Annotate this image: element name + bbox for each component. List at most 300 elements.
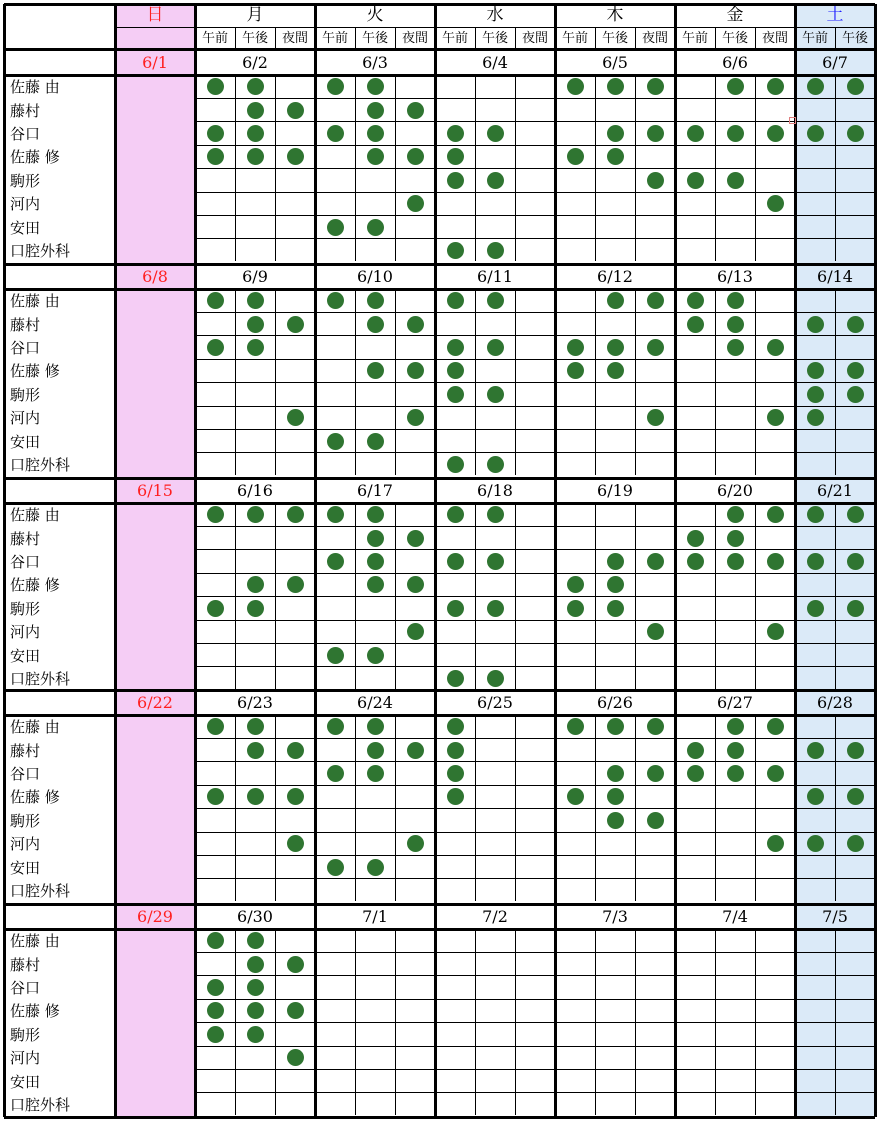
grid-line — [595, 75, 596, 261]
grid-line — [195, 878, 875, 879]
doctor-name: 駒形 — [10, 171, 41, 190]
doctor-name: 藤村 — [10, 315, 41, 334]
on-duty-dot — [767, 195, 784, 212]
on-duty-dot — [687, 316, 704, 333]
on-duty-dot — [487, 506, 504, 523]
on-duty-dot — [847, 506, 864, 523]
on-duty-dot — [247, 956, 264, 973]
grid-line — [515, 929, 516, 1115]
grid-line — [195, 312, 875, 313]
on-duty-dot — [487, 456, 504, 473]
on-duty-dot — [807, 788, 824, 805]
grid-line — [3, 4, 6, 1117]
on-duty-dot — [367, 765, 384, 782]
on-duty-dot — [647, 78, 664, 95]
grid-line — [874, 4, 877, 1117]
on-duty-dot — [607, 718, 624, 735]
doctor-name: 河内 — [10, 409, 41, 428]
on-duty-dot — [647, 765, 664, 782]
date-label: 6/12 — [597, 266, 633, 286]
grid-line — [195, 452, 875, 453]
grid-line — [114, 4, 117, 1117]
on-duty-dot — [647, 125, 664, 142]
on-duty-dot — [647, 718, 664, 735]
on-duty-dot — [727, 742, 744, 759]
doctor-name: 河内 — [10, 1049, 41, 1068]
grid-line — [635, 289, 636, 475]
doctor-name: 谷口 — [10, 124, 41, 143]
grid-line — [4, 3, 875, 6]
day-of-week-5: 金 — [726, 5, 744, 25]
doctor-name: 佐藤 由 — [10, 506, 60, 525]
grid-line — [475, 715, 476, 901]
on-duty-dot — [447, 242, 464, 259]
doctor-name: 佐藤 修 — [10, 576, 60, 595]
on-duty-dot — [367, 102, 384, 119]
on-duty-dot — [687, 530, 704, 547]
doctor-name: 佐藤 修 — [10, 788, 60, 807]
on-duty-dot — [367, 316, 384, 333]
grid-line — [635, 715, 636, 901]
grid-line — [195, 121, 875, 122]
on-duty-dot — [247, 506, 264, 523]
on-duty-dot — [607, 765, 624, 782]
grid-line — [635, 75, 636, 261]
grid-line — [395, 929, 396, 1115]
day-of-week-6: 土 — [826, 5, 844, 25]
on-duty-dot — [727, 718, 744, 735]
grid-line — [755, 503, 756, 689]
on-duty-dot — [447, 765, 464, 782]
doctor-name: 佐藤 由 — [10, 292, 60, 311]
on-duty-dot — [327, 859, 344, 876]
on-duty-dot — [447, 788, 464, 805]
slot-label: 夜間 — [521, 30, 548, 46]
on-duty-dot — [847, 386, 864, 403]
grid-line — [355, 715, 356, 901]
grid-line — [4, 263, 875, 266]
on-duty-dot — [727, 125, 744, 142]
on-duty-dot — [247, 339, 264, 356]
grid-line — [355, 929, 356, 1115]
grid-line — [595, 929, 596, 1115]
grid-line — [235, 289, 236, 475]
grid-line — [195, 1092, 875, 1093]
date-label: 6/23 — [237, 692, 273, 712]
on-duty-dot — [327, 718, 344, 735]
grid-line — [715, 27, 716, 49]
on-duty-dot — [767, 553, 784, 570]
on-duty-dot — [247, 78, 264, 95]
grid-line — [195, 808, 875, 809]
on-duty-dot — [487, 553, 504, 570]
on-duty-dot — [807, 125, 824, 142]
grid-line — [195, 526, 875, 527]
on-duty-dot — [327, 553, 344, 570]
on-duty-dot — [207, 718, 224, 735]
grid-line — [195, 596, 875, 597]
on-duty-dot — [407, 316, 424, 333]
grid-line — [4, 502, 875, 505]
doctor-name: 安田 — [10, 432, 41, 451]
grid-line — [195, 785, 875, 786]
grid-line — [195, 145, 875, 146]
date-label: 6/22 — [137, 692, 173, 712]
on-duty-dot — [847, 835, 864, 852]
on-duty-dot — [247, 788, 264, 805]
grid-line — [4, 74, 875, 77]
on-duty-dot — [287, 1002, 304, 1019]
on-duty-dot — [367, 362, 384, 379]
on-duty-dot — [367, 219, 384, 236]
grid-line — [195, 98, 875, 99]
date-label: 6/27 — [717, 692, 753, 712]
date-label: 6/15 — [137, 480, 173, 500]
on-duty-dot — [207, 125, 224, 142]
grid-line — [4, 288, 875, 291]
on-duty-dot — [647, 172, 664, 189]
grid-line — [235, 503, 236, 689]
slot-label: 午前 — [561, 30, 588, 46]
grid-line — [355, 75, 356, 261]
grid-line — [755, 75, 756, 261]
doctor-name: 藤村 — [10, 529, 41, 548]
on-duty-dot — [607, 292, 624, 309]
grid-line — [635, 27, 636, 49]
grid-line — [195, 429, 875, 430]
on-duty-dot — [767, 506, 784, 523]
grid-line — [195, 406, 875, 407]
on-duty-dot — [767, 835, 784, 852]
on-duty-dot — [847, 125, 864, 142]
grid-line — [755, 715, 756, 901]
on-duty-dot — [727, 172, 744, 189]
doctor-name: 佐藤 由 — [10, 718, 60, 737]
on-duty-dot — [567, 78, 584, 95]
on-duty-dot — [687, 765, 704, 782]
grid-line — [195, 1069, 875, 1070]
on-duty-dot — [647, 409, 664, 426]
on-duty-dot — [647, 812, 664, 829]
on-duty-dot — [847, 600, 864, 617]
on-duty-dot — [687, 125, 704, 142]
grid-line — [195, 620, 875, 621]
on-duty-dot — [767, 78, 784, 95]
grid-line — [235, 929, 236, 1115]
date-label: 6/6 — [722, 52, 748, 72]
on-duty-dot — [647, 553, 664, 570]
on-duty-dot — [247, 292, 264, 309]
doctor-name: 駒形 — [10, 599, 41, 618]
grid-line — [715, 929, 716, 1115]
on-duty-dot — [367, 125, 384, 142]
on-duty-dot — [287, 102, 304, 119]
on-duty-dot — [447, 172, 464, 189]
date-label: 6/26 — [597, 692, 633, 712]
on-duty-dot — [687, 742, 704, 759]
doctor-name: 安田 — [10, 858, 41, 877]
on-duty-dot — [247, 316, 264, 333]
on-duty-dot — [607, 78, 624, 95]
date-label: 7/2 — [482, 906, 508, 926]
date-label: 7/4 — [722, 906, 748, 926]
on-duty-dot — [367, 647, 384, 664]
on-duty-dot — [447, 506, 464, 523]
on-duty-dot — [447, 148, 464, 165]
on-duty-dot — [807, 362, 824, 379]
on-duty-dot — [367, 553, 384, 570]
on-duty-dot — [447, 718, 464, 735]
date-label: 6/7 — [822, 52, 848, 72]
slot-label: 夜間 — [761, 30, 788, 46]
grid-line — [475, 75, 476, 261]
on-duty-dot — [807, 742, 824, 759]
on-duty-dot — [807, 835, 824, 852]
on-duty-dot — [847, 788, 864, 805]
grid-line — [515, 503, 516, 689]
date-label: 6/3 — [362, 52, 388, 72]
grid-line — [835, 27, 836, 49]
doctor-name: 谷口 — [10, 338, 41, 357]
slot-label: 午後 — [721, 30, 748, 46]
grid-line — [395, 75, 396, 261]
grid-line — [4, 714, 875, 717]
grid-line — [194, 4, 197, 1117]
doctor-name: 安田 — [10, 646, 41, 665]
on-duty-dot — [447, 456, 464, 473]
date-label: 6/18 — [477, 480, 513, 500]
on-duty-dot — [407, 623, 424, 640]
doctor-name: 谷口 — [10, 978, 41, 997]
on-duty-dot — [327, 433, 344, 450]
grid-line — [595, 289, 596, 475]
date-label: 6/16 — [237, 480, 273, 500]
date-label: 6/24 — [357, 692, 393, 712]
on-duty-dot — [287, 148, 304, 165]
date-label: 7/5 — [822, 906, 848, 926]
day-of-week-1: 月 — [246, 5, 264, 25]
grid-line — [635, 503, 636, 689]
grid-line — [515, 715, 516, 901]
on-duty-dot — [647, 339, 664, 356]
on-duty-dot — [407, 102, 424, 119]
on-duty-dot — [207, 600, 224, 617]
on-duty-dot — [727, 765, 744, 782]
doctor-name: 佐藤 修 — [10, 1002, 60, 1021]
on-duty-dot — [607, 362, 624, 379]
grid-line — [475, 27, 476, 49]
on-duty-dot — [287, 1049, 304, 1066]
slot-label: 午前 — [321, 30, 348, 46]
slot-label: 午後 — [361, 30, 388, 46]
doctor-name: 佐藤 由 — [10, 932, 60, 951]
grid-line — [595, 503, 596, 689]
grid-line — [4, 689, 875, 692]
doctor-name: 藤村 — [10, 101, 41, 120]
on-duty-dot — [687, 553, 704, 570]
doctor-name: 口腔外科 — [10, 1095, 71, 1114]
doctor-name: 口腔外科 — [10, 241, 71, 260]
grid-line — [235, 27, 236, 49]
on-duty-dot — [447, 339, 464, 356]
on-duty-dot — [807, 316, 824, 333]
on-duty-dot — [367, 859, 384, 876]
on-duty-dot — [607, 788, 624, 805]
doctor-name: 佐藤 修 — [10, 362, 60, 381]
on-duty-dot — [447, 362, 464, 379]
on-duty-dot — [487, 242, 504, 259]
grid-line — [4, 928, 875, 931]
doctor-name: 藤村 — [10, 741, 41, 760]
on-duty-dot — [607, 125, 624, 142]
grid-line — [115, 27, 195, 28]
slot-label: 午後 — [601, 30, 628, 46]
grid-line — [835, 715, 836, 901]
on-duty-dot — [287, 788, 304, 805]
grid-line — [515, 289, 516, 475]
grid-line — [475, 503, 476, 689]
on-duty-dot — [447, 600, 464, 617]
on-duty-dot — [327, 765, 344, 782]
grid-line — [195, 549, 875, 550]
on-duty-dot — [207, 788, 224, 805]
doctor-name: 河内 — [10, 623, 41, 642]
grid-line — [195, 666, 875, 667]
on-duty-dot — [327, 219, 344, 236]
date-label: 7/1 — [362, 906, 388, 926]
on-duty-dot — [647, 292, 664, 309]
on-duty-dot — [807, 409, 824, 426]
on-duty-dot — [567, 788, 584, 805]
date-label: 6/10 — [357, 266, 393, 286]
on-duty-dot — [247, 742, 264, 759]
on-duty-dot — [407, 576, 424, 593]
on-duty-dot — [807, 553, 824, 570]
date-label: 6/9 — [242, 266, 268, 286]
on-duty-dot — [807, 600, 824, 617]
on-duty-dot — [727, 553, 744, 570]
on-duty-dot — [767, 339, 784, 356]
on-duty-dot — [207, 292, 224, 309]
grid-line — [635, 929, 636, 1115]
day-of-week-3: 水 — [486, 5, 504, 25]
grid-line — [275, 75, 276, 261]
on-duty-dot — [207, 1026, 224, 1043]
on-duty-dot — [247, 979, 264, 996]
grid-line — [674, 4, 677, 1117]
on-duty-dot — [487, 670, 504, 687]
on-duty-dot — [727, 316, 744, 333]
on-duty-dot — [447, 386, 464, 403]
on-duty-dot — [367, 433, 384, 450]
grid-line — [595, 715, 596, 901]
on-duty-dot — [287, 742, 304, 759]
grid-line — [275, 929, 276, 1115]
grid-line — [195, 238, 875, 239]
grid-line — [755, 27, 756, 49]
on-duty-dot — [807, 506, 824, 523]
slot-label: 夜間 — [641, 30, 668, 46]
on-duty-dot — [767, 765, 784, 782]
day-of-week-2: 火 — [366, 5, 384, 25]
on-duty-dot — [767, 718, 784, 735]
on-duty-dot — [607, 553, 624, 570]
grid-line — [195, 573, 875, 574]
on-duty-dot — [567, 339, 584, 356]
on-duty-dot — [647, 623, 664, 640]
grid-line — [835, 75, 836, 261]
grid-line — [195, 382, 875, 383]
grid-line — [195, 975, 875, 976]
grid-line — [395, 289, 396, 475]
cell-marker — [789, 117, 796, 124]
on-duty-dot — [767, 409, 784, 426]
grid-line — [355, 503, 356, 689]
grid-line — [715, 715, 716, 901]
on-duty-dot — [327, 125, 344, 142]
on-duty-dot — [287, 316, 304, 333]
on-duty-dot — [567, 600, 584, 617]
on-duty-dot — [487, 172, 504, 189]
on-duty-dot — [567, 148, 584, 165]
grid-line — [515, 75, 516, 261]
grid-line — [835, 289, 836, 475]
on-duty-dot — [367, 148, 384, 165]
on-duty-dot — [287, 956, 304, 973]
on-duty-dot — [847, 78, 864, 95]
grid-line — [195, 832, 875, 833]
grid-line — [195, 952, 875, 953]
grid-line — [395, 503, 396, 689]
grid-line — [475, 289, 476, 475]
on-duty-dot — [327, 647, 344, 664]
on-duty-dot — [447, 742, 464, 759]
grid-line — [195, 192, 875, 193]
on-duty-dot — [407, 742, 424, 759]
grid-line — [195, 27, 875, 28]
on-duty-dot — [327, 78, 344, 95]
doctor-name: 佐藤 修 — [10, 148, 60, 167]
on-duty-dot — [207, 506, 224, 523]
on-duty-dot — [287, 835, 304, 852]
date-label: 6/8 — [142, 266, 168, 286]
grid-line — [4, 1116, 875, 1119]
grid-line — [314, 4, 317, 1117]
on-duty-dot — [287, 409, 304, 426]
doctor-name: 藤村 — [10, 955, 41, 974]
grid-line — [715, 289, 716, 475]
on-duty-dot — [207, 1002, 224, 1019]
slot-label: 午後 — [241, 30, 268, 46]
date-label: 7/3 — [602, 906, 628, 926]
grid-line — [755, 929, 756, 1115]
grid-line — [395, 27, 396, 49]
on-duty-dot — [287, 506, 304, 523]
on-duty-dot — [247, 125, 264, 142]
slot-label: 午前 — [681, 30, 708, 46]
grid-line — [355, 289, 356, 475]
grid-line — [275, 715, 276, 901]
on-duty-dot — [727, 339, 744, 356]
doctor-name: 駒形 — [10, 811, 41, 830]
on-duty-dot — [487, 600, 504, 617]
on-duty-dot — [407, 835, 424, 852]
on-duty-dot — [247, 718, 264, 735]
doctor-name: 谷口 — [10, 552, 41, 571]
on-duty-dot — [407, 409, 424, 426]
on-duty-dot — [407, 148, 424, 165]
grid-line — [195, 643, 875, 644]
